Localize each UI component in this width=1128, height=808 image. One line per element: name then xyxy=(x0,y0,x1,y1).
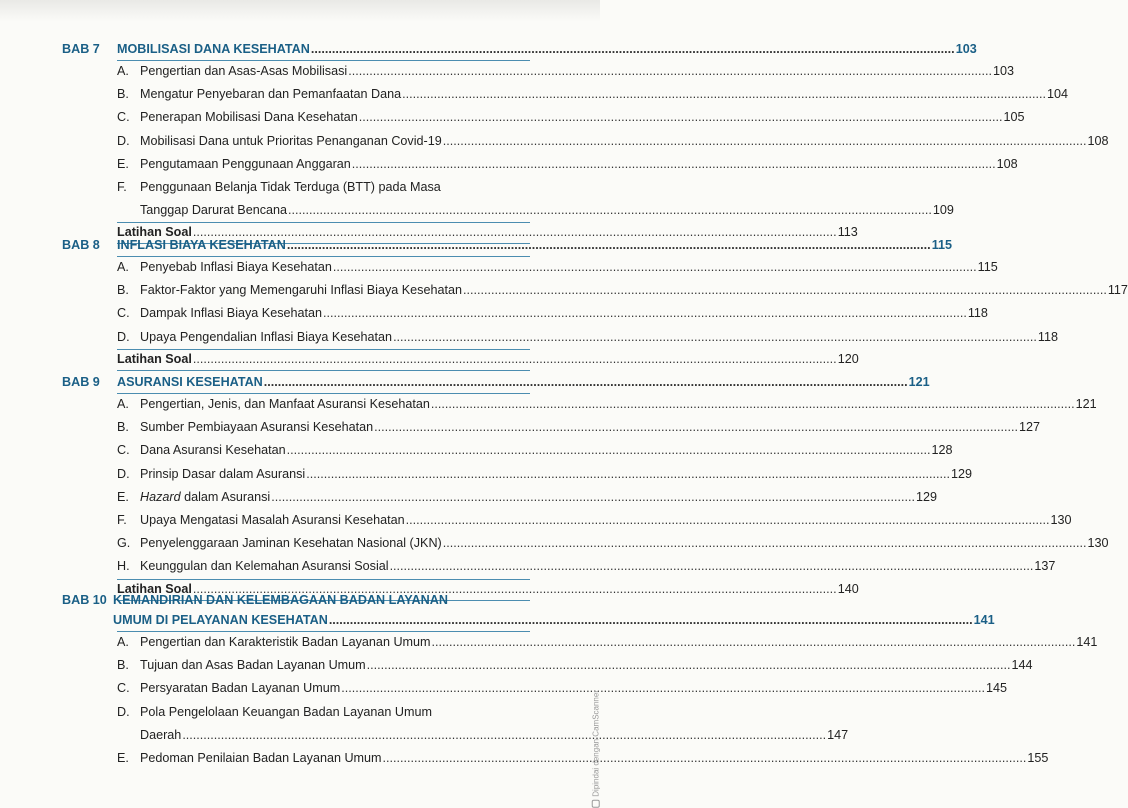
toc-entry: H. Keunggulan dan Kelemahan Asuransi Sosial ..... 137 xyxy=(62,555,530,578)
toc-entry: B. Sumber Pembiayaan Asuransi Kesehatan ..... 127 xyxy=(62,416,530,439)
chapter-heading-line2 xyxy=(62,611,995,631)
toc-entry: D. Mobilisasi Dana untuk Prioritas Penanganan Covid-19 ..... 108 xyxy=(62,130,530,153)
chapter-number: BAB 10 xyxy=(62,593,107,607)
chapter-number: BAB 8 xyxy=(62,238,100,252)
chapter-bab-8 xyxy=(62,236,1128,371)
chapter-title-line1: KEMANDIRIAN DAN KELEMBAGAAN BADAN LAYANAN xyxy=(113,593,448,607)
toc-entry: B. Mengatur Penyebaran dan Pemanfaatan Dana ..... 104 xyxy=(62,83,530,106)
toc-entry-continued: Tanggap Darurat Bencana ..... 109 xyxy=(62,199,530,222)
toc-entry: D. Upaya Pengendalian Inflasi Biaya Kesehatan ..... 118 xyxy=(62,326,530,349)
toc-entry: A. Penyebab Inflasi Biaya Kesehatan ..... 115 xyxy=(62,256,530,279)
toc-entry: E. Pengutamaan Penggunaan Anggaran ..... 108 xyxy=(62,153,530,176)
chapter-heading xyxy=(62,591,530,611)
latihan-soal-entry: Latihan Soal ..... 113 xyxy=(62,222,530,244)
latihan-soal-entry: Latihan Soal ..... 120 xyxy=(62,349,530,371)
toc-entry-continued: Daerah ..... 147 xyxy=(62,724,530,747)
toc-entry: F. Upaya Mengatasi Masalah Asuransi Kesehatan ..... 130 xyxy=(62,509,530,532)
latihan-soal-entry: Latihan Soal ..... 140 xyxy=(62,579,530,601)
chapter-heading xyxy=(62,373,930,393)
chapter-page: 115 xyxy=(931,238,953,252)
toc-entry: C. Dana Asuransi Kesehatan ..... 128 xyxy=(62,439,530,462)
chapter-heading xyxy=(62,40,977,60)
chapter-page: 103 xyxy=(955,42,977,56)
leader-dots xyxy=(311,42,955,56)
camscanner-icon xyxy=(592,800,600,808)
chapter-title: ASURANSI KESEHATAN xyxy=(117,375,263,389)
toc-entry: D. Prinsip Dasar dalam Asuransi ..... 129 xyxy=(62,463,530,486)
toc-entry: B. Tujuan dan Asas Badan Layanan Umum ..... 144 xyxy=(62,654,530,677)
chapter-title: INFLASI BIAYA KESEHATAN xyxy=(117,238,286,252)
chapter-heading xyxy=(62,236,953,256)
toc-entry: A. Pengertian dan Karakteristik Badan Layanan Umum ..... 141 xyxy=(62,631,530,654)
toc-entry: B. Faktor-Faktor yang Memengaruhi Inflasi Biaya Kesehatan ..... 117 xyxy=(62,279,530,302)
toc-entry: A. Pengertian dan Asas-Asas Mobilisasi ..... 103 xyxy=(62,60,530,83)
chapter-bab-9 xyxy=(62,373,1109,601)
toc-entry: C. Penerapan Mobilisasi Dana Kesehatan ..... 105 xyxy=(62,106,530,129)
toc-entry: C. Dampak Inflasi Biaya Kesehatan ..... 118 xyxy=(62,302,530,325)
toc-entry: A. Pengertian, Jenis, dan Manfaat Asuransi Kesehatan ..... 121 xyxy=(62,393,530,416)
toc-entry: E. Hazard dalam Asuransi ..... 129 xyxy=(62,486,530,509)
toc-entry: F. Penggunaan Belanja Tidak Terduga (BTT) pada Masa xyxy=(117,179,441,194)
chapter-number: BAB 7 xyxy=(62,42,100,56)
chapter-bab-7 xyxy=(62,40,1109,244)
chapter-title: UMUM DI PELAYANAN KESEHATAN xyxy=(113,613,328,627)
toc-entry: C. Persyaratan Badan Layanan Umum ..... 145 xyxy=(62,677,530,700)
chapter-page: 141 xyxy=(973,613,995,627)
chapter-number: BAB 9 xyxy=(62,375,100,389)
toc-entry: G. Penyelenggaraan Jaminan Kesehatan Nasional (JKN) ..... 130 xyxy=(62,532,530,555)
scan-edge xyxy=(0,0,600,22)
scanner-watermark xyxy=(592,690,601,808)
watermark-text: Dipindai dengan CamScanner xyxy=(592,690,601,797)
toc-entry: E. Pedoman Penilaian Badan Layanan Umum ..... 155 xyxy=(62,747,530,770)
chapter-title: MOBILISASI DANA KESEHATAN xyxy=(117,42,310,56)
chapter-page: 121 xyxy=(908,375,930,389)
toc-entry: D. Pola Pengelolaan Keuangan Badan Layanan Umum xyxy=(117,704,432,719)
